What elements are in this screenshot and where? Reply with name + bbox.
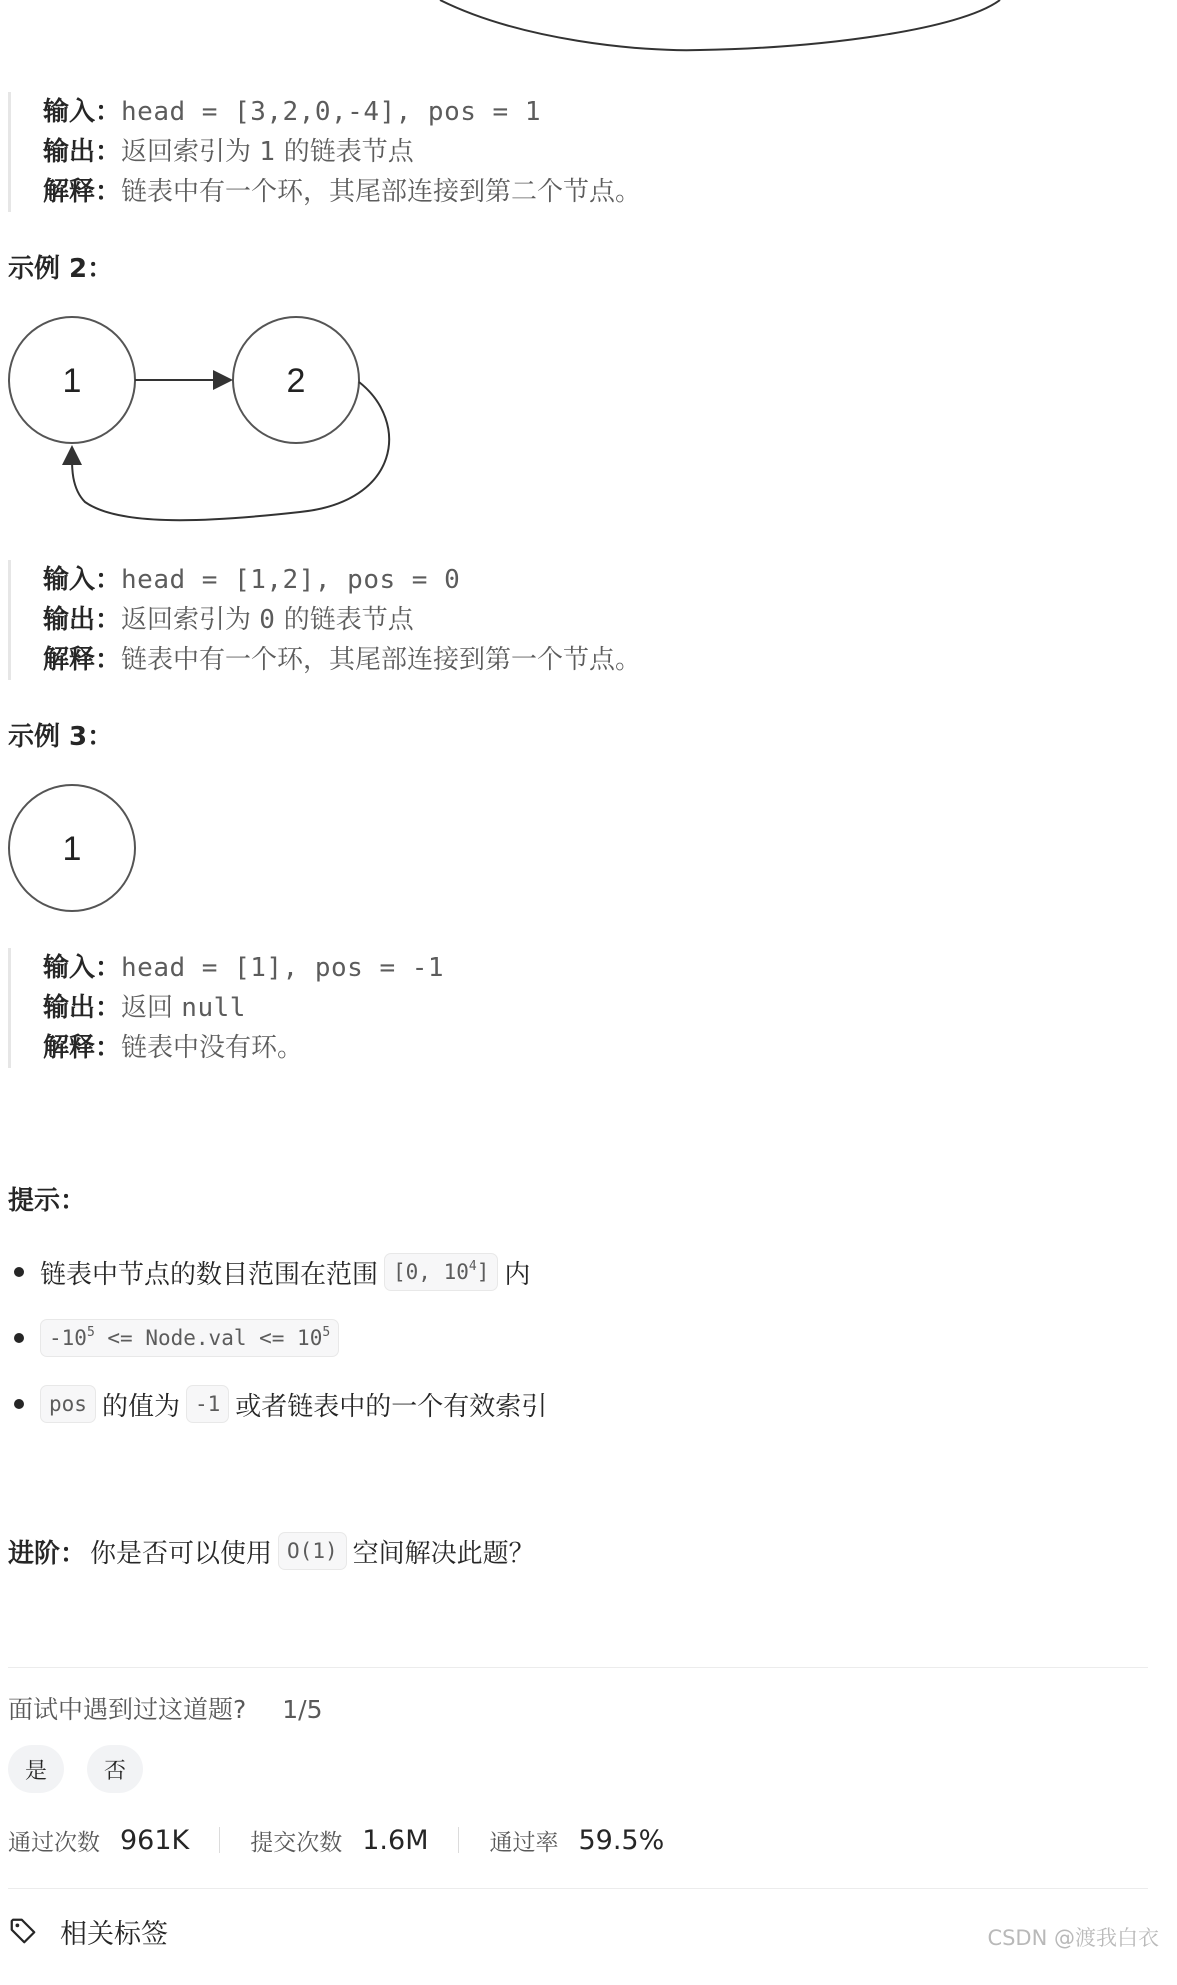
advance-label: 进阶： <box>8 1538 87 1569</box>
example3-input-line <box>43 948 943 988</box>
example2-node-label-1: 1 <box>62 362 82 400</box>
advance-text-a: 你是否可以使用 <box>90 1538 273 1569</box>
example2-explain-line <box>43 640 943 680</box>
example3-heading: 示例 3： <box>8 722 114 752</box>
hint1-code-chip <box>384 1253 498 1291</box>
example1-output-text-b: 的链表节点 <box>283 137 414 167</box>
example2-input-value: head = [1,2], pos = 0 <box>121 565 461 595</box>
stats-row <box>8 1818 664 1862</box>
example2-block <box>8 560 943 680</box>
hint-item-3 <box>8 1382 547 1426</box>
accepted-label: 通过次数 <box>8 1829 100 1856</box>
example2-output-text-b: 的链表节点 <box>283 605 414 635</box>
example3-explain-label: 解释： <box>43 1033 122 1063</box>
example1-explain-text: 链表中有一个环，其尾部连接到第二个节点。 <box>121 177 642 207</box>
divider-top <box>8 1667 1148 1668</box>
watermark: CSDN @渡我白衣 <box>987 1926 1159 1950</box>
accepted-value: 961K <box>120 1824 190 1856</box>
hint1-code-a: [0, 10 <box>393 1260 469 1284</box>
example3-output-label: 输出： <box>43 993 122 1023</box>
example2-explain-label: 解释： <box>43 645 122 675</box>
example2-explain-text: 链表中有一个环，其尾部连接到第一个节点。 <box>121 645 642 675</box>
hints-heading: 提示： <box>8 1186 87 1216</box>
bullet-icon <box>14 1333 24 1343</box>
tag-icon <box>8 1916 38 1946</box>
submitted-value: 1.6M <box>362 1824 429 1856</box>
hint3-text-b: 或者链表中的一个有效索引 <box>235 1391 548 1422</box>
example2-heading: 示例 2： <box>8 254 114 284</box>
example1-output-label: 输出： <box>43 137 122 167</box>
hint2-code-b: <= Node.val <= 10 <box>94 1326 323 1350</box>
example3-output-code: null <box>181 993 246 1023</box>
rate-value: 59.5% <box>578 1824 665 1856</box>
example1-input-value: head = [3,2,0,-4], pos = 1 <box>121 97 542 127</box>
hint-item-2 <box>8 1316 345 1360</box>
example1-input-line <box>43 92 943 132</box>
interview-yes-button[interactable]: 是 <box>8 1745 64 1793</box>
hint3-code-a: pos <box>40 1385 96 1423</box>
example2-input-line <box>43 560 943 600</box>
hint1-text-b: 内 <box>504 1259 531 1290</box>
example2-output-code: 0 <box>259 605 276 635</box>
hint2-sup-a: 5 <box>86 1325 95 1340</box>
interview-question: 面试中遇到过这道题? <box>8 1695 247 1724</box>
related-tags-toggle[interactable] <box>8 1908 168 1954</box>
example1-input-label: 输入： <box>43 97 122 127</box>
example3-input-value: head = [1], pos = -1 <box>121 953 445 983</box>
advance-code: O(1) <box>278 1532 347 1570</box>
hint1-code-b: ] <box>476 1260 490 1284</box>
interview-no-button[interactable]: 否 <box>87 1745 143 1793</box>
example2-output-label: 输出： <box>43 605 122 635</box>
example1-explain-label: 解释： <box>43 177 122 207</box>
advance-row <box>8 1528 535 1574</box>
example3-input-label: 输入： <box>43 953 122 983</box>
example1-diagram-arc <box>0 0 1177 60</box>
hint2-code-chip <box>40 1319 339 1357</box>
example1-output-code: 1 <box>259 137 276 167</box>
submitted-label: 提交次数 <box>250 1829 343 1856</box>
hint2-sup-b: 5 <box>322 1325 331 1340</box>
hint3-text-a: 的值为 <box>101 1391 180 1422</box>
interview-count: 1/5 <box>282 1695 323 1724</box>
bullet-icon <box>14 1399 24 1409</box>
rate-label: 通过率 <box>489 1829 559 1856</box>
example1-output-text-a: 返回索引为 <box>121 137 252 167</box>
example1-explain-line <box>43 172 943 212</box>
example2-input-label: 输入： <box>43 565 122 595</box>
stat-divider <box>219 1827 220 1853</box>
example3-output-text-a: 返回 <box>121 993 174 1023</box>
example3-explain-text: 链表中没有环。 <box>121 1033 304 1063</box>
example3-node-label-1: 1 <box>62 830 82 868</box>
example3-output-line <box>43 988 943 1028</box>
example2-diagram <box>0 312 420 532</box>
example2-output-line <box>43 600 943 640</box>
example2-output-text-a: 返回索引为 <box>121 605 252 635</box>
divider-bottom <box>8 1888 1148 1889</box>
example3-explain-line <box>43 1028 943 1068</box>
stat-divider <box>458 1827 459 1853</box>
hint1-sup: 4 <box>468 1259 477 1274</box>
example1-block <box>8 92 943 212</box>
bullet-icon <box>14 1267 24 1277</box>
advance-text-b: 空间解决此题？ <box>352 1538 535 1569</box>
example2-node-label-2: 2 <box>286 362 306 400</box>
example3-block <box>8 948 943 1068</box>
hint-item-1 <box>8 1250 530 1294</box>
related-tags-label: 相关标签 <box>60 1918 168 1950</box>
interview-question-row <box>8 1690 322 1726</box>
hint2-code-a: -10 <box>49 1326 87 1350</box>
example3-diagram <box>0 780 160 920</box>
hint1-text-a: 链表中节点的数目范围在范围 <box>40 1259 379 1290</box>
example1-output-line <box>43 132 943 172</box>
hint3-code-b: -1 <box>186 1385 229 1423</box>
